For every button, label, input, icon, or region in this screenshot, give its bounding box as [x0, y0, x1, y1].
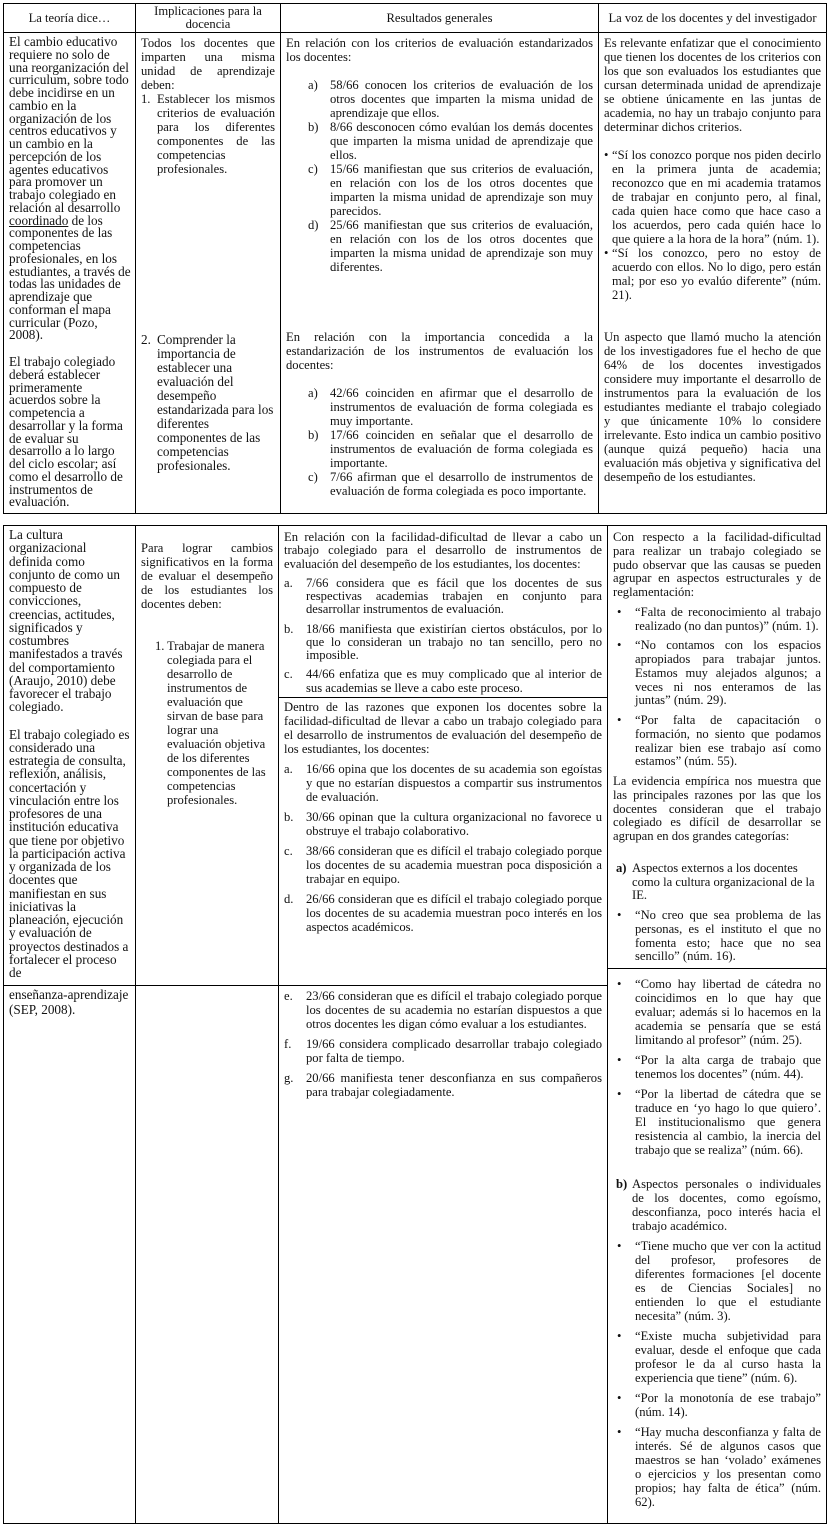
- category-a: a) Aspectos externos a los docentes como la cultura organizacional de la IE.: [616, 860, 815, 903]
- t1-results-intro-1: En relación con los criterios de evaluación estandarizados los docentes:: [286, 36, 593, 64]
- quote-item: • “Por la libertad de cátedra que se traduce en ‘yo hago lo que quiero’. El institucionalismo que genera resistencia al cambio, la inercia del trabajo que se realiza” (núm. 66).: [617, 1087, 821, 1157]
- bullet-icon: •: [604, 246, 609, 260]
- t1-implications-cell: [135, 32, 281, 514]
- t1-theory-cell: [3, 32, 136, 514]
- bullet-icon: •: [604, 148, 609, 162]
- list-item: b. 30/66 opinan que la cultura organizacional no favorece u obstruye el trabajo colaborativo.: [284, 810, 602, 838]
- list-item: 1. Establecer los mismos criterios de evaluación para los diferentes componentes de las competencias profesionales.: [141, 92, 275, 176]
- quote-item: • “Como hay libertad de cátedra no coincidimos en lo que hay que evaluar; además si lo hacemos en la academia se pensaría que se está limitando al profesor” (núm. 25).: [617, 977, 821, 1047]
- list-item: c) 15/66 manifiestan que sus criterios de evaluación, en relación con los de los otros docentes que imparten la misma unidad de aprendizaje son muy parecidos.: [308, 162, 593, 218]
- list-item: d) 25/66 manifiestan que sus criterios de evaluación, en relación con los de los otros docentes que imparten la misma unidad de aprendizaje son muy diferentes.: [308, 218, 593, 274]
- quote-item: • “Hay mucha desconfianza y falta de interés. Sé de algunos casos que maestros se han ‘volado’ exámenes o ejercicios y los presentan como propios; hay falta de ética” (núm. 62).: [617, 1425, 821, 1509]
- quote-item: • “Falta de reconocimiento al trabajo realizado (no dan puntos)” (núm. 1).: [617, 604, 821, 633]
- list-item: a) 58/66 conocen los criterios de evaluación de los otros docentes que imparten la misma unidad de aprendizaje que ellos.: [308, 78, 593, 120]
- list-item: 2. Comprender la importancia de establecer una evaluación del desempeño estandarizada para los diferentes componentes de las competencias profesionales.: [141, 332, 274, 473]
- list-item: b. 18/66 manifiesta que existirían ciertos obstáculos, por lo que lo consideran un trabajo no tan sencillo, pero no imposible.: [284, 621, 602, 662]
- quote-item: • “Por la alta carga de trabajo que tenemos los docentes” (núm. 44).: [617, 1053, 821, 1081]
- t2-results-intro-2: Dentro de las razones que exponen los docentes sobre la facilidad-dificultad de llevar a cabo un trabajo colegiado para el desarrollo de instrumentos de evaluación del desempeño de los estudiantes, los docentes:: [284, 700, 602, 756]
- header-implications: [135, 3, 281, 33]
- bullet-icon: •: [617, 1391, 622, 1405]
- header-label: La teoría dice…: [28, 10, 111, 25]
- header-theory: [3, 3, 136, 33]
- header-voice: [598, 3, 827, 33]
- bullet-icon: •: [617, 1425, 622, 1439]
- t2-theory-paragraph-2: El trabajo colegiado es considerado una estrategia de consulta, reflexión, análisis, concertación y vinculación entre los profesores de una institución educativa que tiene por objetivo la participación activa y organizada de los docentes que manifiestan en sus iniciativas la planeación, ejecución y evaluación de proyectos destinados a fortalecer el proceso de: [9, 726, 130, 980]
- t2-implications-cell-cont: [135, 985, 279, 1524]
- bullet-icon: •: [617, 1053, 622, 1067]
- t2-voice-cell-2: [607, 968, 827, 1524]
- bullet-icon: •: [617, 713, 622, 727]
- list-item: c. 38/66 consideran que es difícil el trabajo colegiado porque los docentes de su academia muestran poca disposición a trabajar en equipo.: [284, 844, 602, 886]
- t2-voice-paragraph-1: Con respecto a la facilidad-dificultad para realizar un trabajo colegiado se pudo observar que las causas se pueden agrupar en aspectos estructurales y de reglamentación:: [613, 530, 821, 599]
- t2-results-cell-3: [278, 985, 608, 1524]
- t1-theory-paragraph-2: El trabajo colegiado deberá establecer primeramente acuerdos sobre la competencia a desarrollar y la forma de evaluar su desarrollo a lo largo del ciclo escolar; así como el desarrollo de instrumentos de evaluación.: [9, 354, 123, 510]
- underlined-term: coordinado: [9, 212, 69, 228]
- t2-voice-paragraph-2: La evidencia empírica nos muestra que las principales razones por las que los docentes consideran que el trabajo colegiado es difícil de desarrollar se agrupan en dos grandes categorías:: [613, 774, 821, 843]
- header-label: Implicaciones para la docencia: [154, 4, 262, 31]
- t2-theory-cell: [3, 525, 136, 986]
- header-label: La voz de los docentes y del investigador: [608, 10, 817, 25]
- t2-theory-cell-cont: [3, 985, 136, 1524]
- list-item: e. 23/66 consideran que es difícil el trabajo colegiado porque los docentes de su academia no estarían dispuestos a que otros docentes les digan cómo evaluar a los estudiantes.: [284, 989, 602, 1031]
- list-item: b) 8/66 desconocen cómo evalúan los demás docentes que imparten la misma unidad de aprendizaje que ellos.: [308, 120, 593, 162]
- quote-item: • “Por falta de capacitación o formación, no siento que podamos realizar bien ese trabajo así como estamos” (núm. 55).: [617, 713, 821, 769]
- bullet-icon: •: [617, 1239, 622, 1253]
- quote-item: • “No contamos con los espacios apropiados para trabajar juntos. Estamos muy alejados algunos; a veces ni nos enteramos de las juntas” (núm. 29).: [617, 638, 821, 708]
- list-item: f. 19/66 considera complicado desarrollar trabajo colegiado por falta de tiempo.: [284, 1037, 602, 1065]
- category-b: b) Aspectos personales o individuales de los docentes, como egoísmo, desconfianza, poco interés hacia el trabajo académico.: [616, 1177, 821, 1233]
- t2-results-cell-2: [278, 697, 608, 986]
- bullet-icon: •: [617, 1087, 622, 1101]
- t2-theory-paragraph-1: La cultura organizacional definida como conjunto de como un compuesto de convicciones, creencias, actitudes, significados y costumbres manifestados a través del comportamiento (Araujo, 2010) debe favorecer el trabajo colegiado.: [9, 527, 123, 715]
- bullet-icon: •: [617, 604, 622, 619]
- header-results: [280, 3, 599, 33]
- bullet-icon: •: [617, 908, 622, 922]
- t1-results-cell: [280, 32, 599, 514]
- t2-voice-cell-1: [607, 525, 827, 969]
- t1-theory-paragraph-1: El cambio educativo requiere no solo de una reorganización del curriculum, sobre todo debe incidirse en un cambio en la organización de los centros educativos y un cambio en la percepción de los agentes educativos para promover un trabajo colegiado en relación al desarrollo coordinado de los componentes de las competencias profesionales, en los estudiantes, a través de todas las unidades de aprendizaje que conforman el mapa curricular (Pozo, 2008).: [9, 34, 131, 343]
- list-item: b) 17/66 coinciden en señalar que el desarrollo de instrumentos de evaluación de forma colegiada es importante.: [308, 428, 593, 470]
- header-label: Resultados generales: [386, 10, 493, 25]
- t1-voice-paragraph-2: Un aspecto que llamó mucho la atención de los investigadores fue el hecho de que 64% de los docentes investigados considere muy importante el desarrollo de instrumentos para la evaluación de los estudiantes mediante el trabajo colegiado y que únicamente 10% lo considere irrelevante. Esto indica un cambio positivo (aunque quizá pequeño) hacia una evaluación más objetiva y significativa del desempeño de los estudiantes.: [604, 330, 821, 484]
- bullet-icon: •: [617, 977, 622, 991]
- list-item: d. 26/66 consideran que es difícil el trabajo colegiado porque los docentes de su academia muestran poco interés en los aspectos académicos.: [284, 892, 602, 934]
- t2-implications-intro: Para lograr cambios significativos en la forma de evaluar el desempeño de los estudiantes los docentes deben:: [141, 541, 273, 611]
- t2-results-cell-1: [278, 525, 608, 698]
- t1-voice-paragraph-1: Es relevante enfatizar que el conocimiento que tienen los docentes de los criterios con los que son evaluados los estudiantes que cursan determinada unidad de aprendizaje se obtiene únicamente en las juntas de academia, no hay un trabajo conjunto para determinar dichos criterios.: [604, 36, 821, 134]
- quote-item: • “Sí los conozco porque nos piden decirlo en la primera junta de academia; reconozco que en mi academia tratamos de trabajar en conjunto pero, al final, cada quien hace como que hace caso a los acuerdos, pero cada quién hace lo que quiere a la hora de la hora” (núm. 1).: [604, 148, 821, 246]
- list-item: a) 42/66 coinciden en afirmar que el desarrollo de instrumentos de evaluación de forma colegiada es muy importante.: [308, 386, 593, 428]
- t1-results-intro-2: En relación con la importancia concedida a la estandarización de los instrumentos de evaluación los docentes:: [286, 330, 593, 372]
- list-item: a. 16/66 opina que los docentes de su academia son egoístas y que no estarían dispuestos a compartir sus instrumentos de evaluación.: [284, 762, 602, 804]
- quote-item: • “Tiene mucho que ver con la actitud del profesor, profesores de diferentes formaciones [el docente es de Ciencias Sociales] no entienden lo que el estudiante necesita” (núm. 3).: [617, 1239, 821, 1323]
- t2-implications-cell: [135, 525, 279, 986]
- bullet-icon: •: [617, 1329, 622, 1343]
- quote-item: • “Sí los conozco, pero no estoy de acuerdo con ellos. No lo digo, pero están mal; por eso yo evalúo diferente” (núm. 21).: [604, 246, 821, 302]
- quote-item: • “No creo que sea problema de las personas, es el instituto el que no fomenta esto; hace que no sea sencillo” (núm. 16).: [617, 908, 821, 964]
- quote-item: • “Existe mucha subjetividad para evaluar, desde el enfoque que cada profesor le da al curso hasta la experiencia que tiene” (núm. 6).: [617, 1329, 821, 1385]
- list-item: a. 7/66 considera que es fácil que los docentes de sus respectivas academias trabajen en conjunto para desarrollar instrumentos de evaluación.: [284, 575, 602, 617]
- t2-results-intro-1: En relación con la facilidad-dificultad de llevar a cabo un trabajo colegiado para el desarrollo de instrumentos de evaluación del desempeño de los estudiantes, los docentes:: [284, 530, 602, 571]
- list-item: 1. Trabajar de manera colegiada para el desarrollo de instrumentos de evaluación que sirvan de base para lograr una evaluación objetiva de los diferentes componentes de las competencias profesionales.: [155, 639, 266, 807]
- t1-implications-intro: Todos los docentes que imparten una misma unidad de aprendizaje deben:: [141, 36, 275, 92]
- list-item: c. 44/66 enfatiza que es muy complicado que al interior de sus academias se lleve a cabo este proceso.: [284, 667, 602, 695]
- quote-item: • “Por la monotonía de ese trabajo” (núm. 14).: [617, 1391, 821, 1419]
- bullet-icon: •: [617, 638, 622, 653]
- t2-theory-paragraph-2-cont: enseñanza-aprendizaje (SEP, 2008).: [9, 987, 129, 1017]
- t1-voice-cell: [598, 32, 827, 514]
- list-item: c) 7/66 afirman que el desarrollo de instrumentos de evaluación de forma colegiada es poco importante.: [308, 470, 593, 498]
- list-item: g. 20/66 manifiesta tener desconfianza en sus compañeros para trabajar colegiadamente.: [284, 1071, 602, 1099]
